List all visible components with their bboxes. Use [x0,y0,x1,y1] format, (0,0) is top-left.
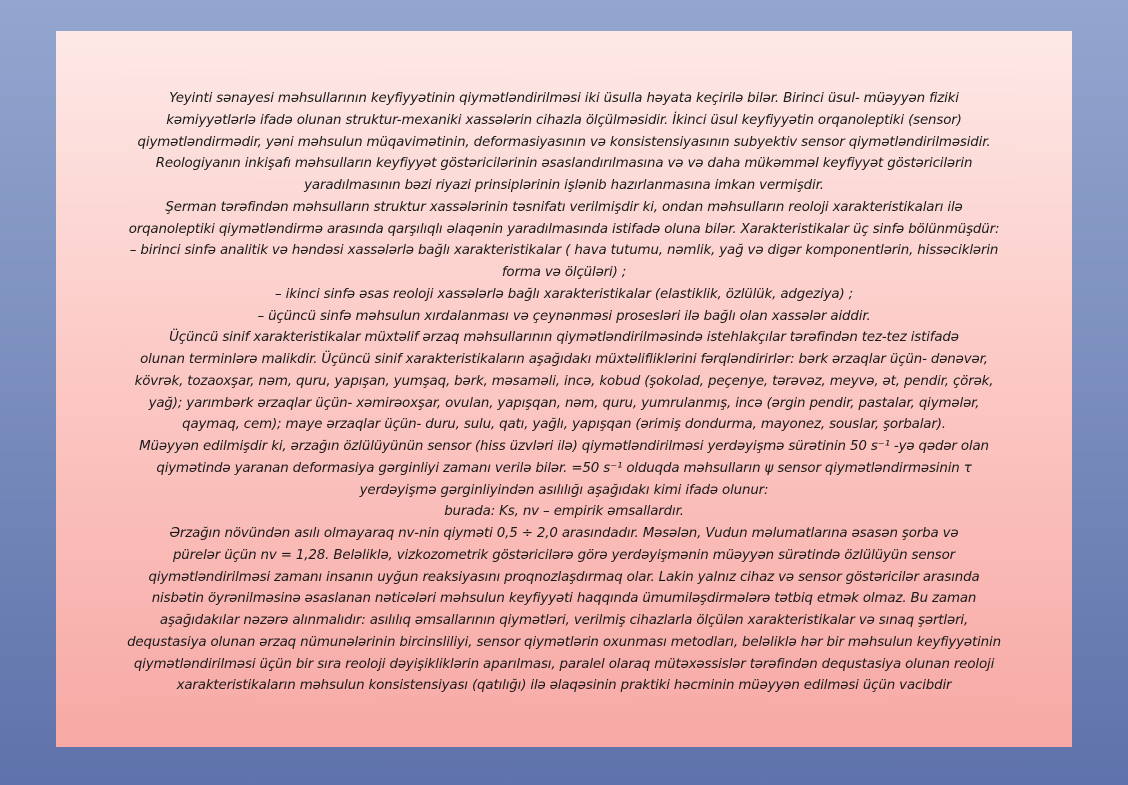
text-line: Müəyyən edilmişdir ki, ərzağın özlülüyünün sensor (hiss üzvləri ilə) qiymətləndirilməsi yerdəyişmə sürətinin 50 s⁻¹ -yə qədər olan [139,439,989,454]
text-line: Ərzağın növündən asılı olmayaraq nv-nin qiyməti 0,5 ÷ 2,0 arasındadır. Məsələn, Vudun məlumatlarına əsasən şorba və [169,526,959,541]
text-line: olunan terminlərə malikdir. Üçüncü sinif xarakteristikaların aşağıdakı müxtəlifliklərini fərqləndirirlər: bərk ərzaqlar üçün- dənəvər, [140,352,988,367]
text-line: Şerman tərəfindən məhsulların struktur xassələrinin təsnifatı verilmişdir ki, ondan məhsulların reoloji xarakteristikaları ilə [165,199,963,215]
text-line: dequstasiya olunan ərzaq nümunələrinin bircinsliliyi, sensor qiymətlərin oxunması metodları, beləliklə hər bir məhsulun keyfiyyətinin [127,634,1001,650]
text-line: qiymətləndirilməsi zamanı insanın uyğun reaksiyasını proqnozlaşdırmaq olar. Lakin yalnız cihaz və sensor göstəricilər arasında [148,569,980,585]
text-line: Üçüncü sinif xarakteristikalar müxtəlif ərzaq məhsullarının qiymətləndirilməsində istehlakçılar tərəfindən tez-tez istifadə [169,330,959,346]
body-text [62,88,1066,697]
text-line: yağ); yarımbərk ərzaqlar üçün- xəmirəoxşar, ovulan, yapışqan, nəm, quru, yumrulanmış, incə (ərgin pendir, pastalar, qiymələr, [148,395,980,411]
text-line: – üçüncü sinfə məhsulun xırdalanması və çeynənməsi prosesləri ilə bağlı olan xassələr aiddir. [257,308,871,324]
text-line: qiymətləndirilməsi üçün bir sıra reoloji dəyişikliklərin aparılması, paralel olaraq mütəxəssislər tərəfindən dequstasiya olunan reoloji [133,656,995,672]
text-line: qiymətləndirmədir, yəni məhsulun müqavimətinin, deformasiyasının və konsistensiyasının subyektiv sensor qiymətləndirilməsidir. [137,134,991,150]
text-line: aşağıdakılar nəzərə alınmalıdır: asılılıq əmsallarının qiymətləri, verilmiş cihazlarla ölçülən xarakteristikalar və sınaq şərtləri, [159,613,969,628]
slide-panel [56,31,1072,747]
text-line: yaradılmasının bəzi riyazi prinsiplərinin işlənib hazırlanmasına imkan vermişdir. [304,178,824,193]
text-line: – birinci sinfə analitik və həndəsi xassələrlə bağlı xarakteristikalar ( hava tutumu, nəmlik, yağ və digər komponentlərin, hissəciklərin [129,243,999,259]
text-line: qiymətində yaranan deformasiya gərginliyi zamanı verilə bilər. =50 s⁻¹ olduqda məhsulların ψ sensor qiymətləndirməsinin τ [156,460,972,476]
text-line: Reologiyanın inkişafı məhsulların keyfiyyət göstəricilərinin əsaslandırılmasına və və daha mükəmməl keyfiyyət göstəricilərin [155,156,973,172]
text-line: burada: Ks, nv – empirik əmsallardır. [444,504,684,520]
text-line: yerdəyişmə gərginliyindən asılılığı aşağıdakı kimi ifadə olunur: [359,482,769,498]
text-line: qaymaq, cem); maye ərzaqlar üçün- duru, sulu, qatı, yağlı, yapışqan (ərimiş dondurma, mayonez, souslar, şorbalar). [182,417,946,433]
text-line: kövrək, tozaoxşar, nəm, quru, yapışan, yumşaq, bərk, məsaməli, incə, kobud (şokolad, peçenye, tərəvəz, meyvə, ət, pendir, çörək, [134,373,994,389]
text-line: Yeyinti sənayesi məhsullarının keyfiyyətinin qiymətləndirilməsi iki üsulla həyata keçirilə bilər. Birinci üsul- müəyyən fiziki [169,91,959,106]
text-line: forma və ölçüləri) ; [501,265,627,280]
text-line: pürelər üçün nv = 1,28. Beləliklə, vizkozometrik göstəricilərə görə yerdəyişmənin müəyyən sürətində özlülüyün sensor [172,547,956,563]
text-line: xarakteristikaların məhsulun konsistensiyası (qatılığı) ilə əlaqəsinin praktiki həcminin müəyyən edilməsi üçün vacibdir [176,678,952,694]
text-line: kəmiyyətlərlə ifadə olunan struktur-mexaniki xassələrin cihazla ölçülməsidir. İkinci üsul keyfiyyətin orqanoleptiki (sensor) [166,112,962,128]
text-line: orqanoleptiki qiymətləndirmə arasında qarşılıqlı əlaqənin yaradılmasında istifadə oluna bilər. Xarakteristikalar üç sinfə bölünmüşdür: [128,221,1000,237]
text-line: nisbətin öyrənilməsinə əsaslanan nəticələri məhsulun keyfiyyəti haqqında ümumiləşdirmələrə tətbiq etmək olmaz. Bu zaman [151,591,977,607]
text-line: – ikinci sinfə əsas reoloji xassələrlə bağlı xarakteristikalar (elastiklik, özlülük, adgeziya) ; [275,286,853,302]
